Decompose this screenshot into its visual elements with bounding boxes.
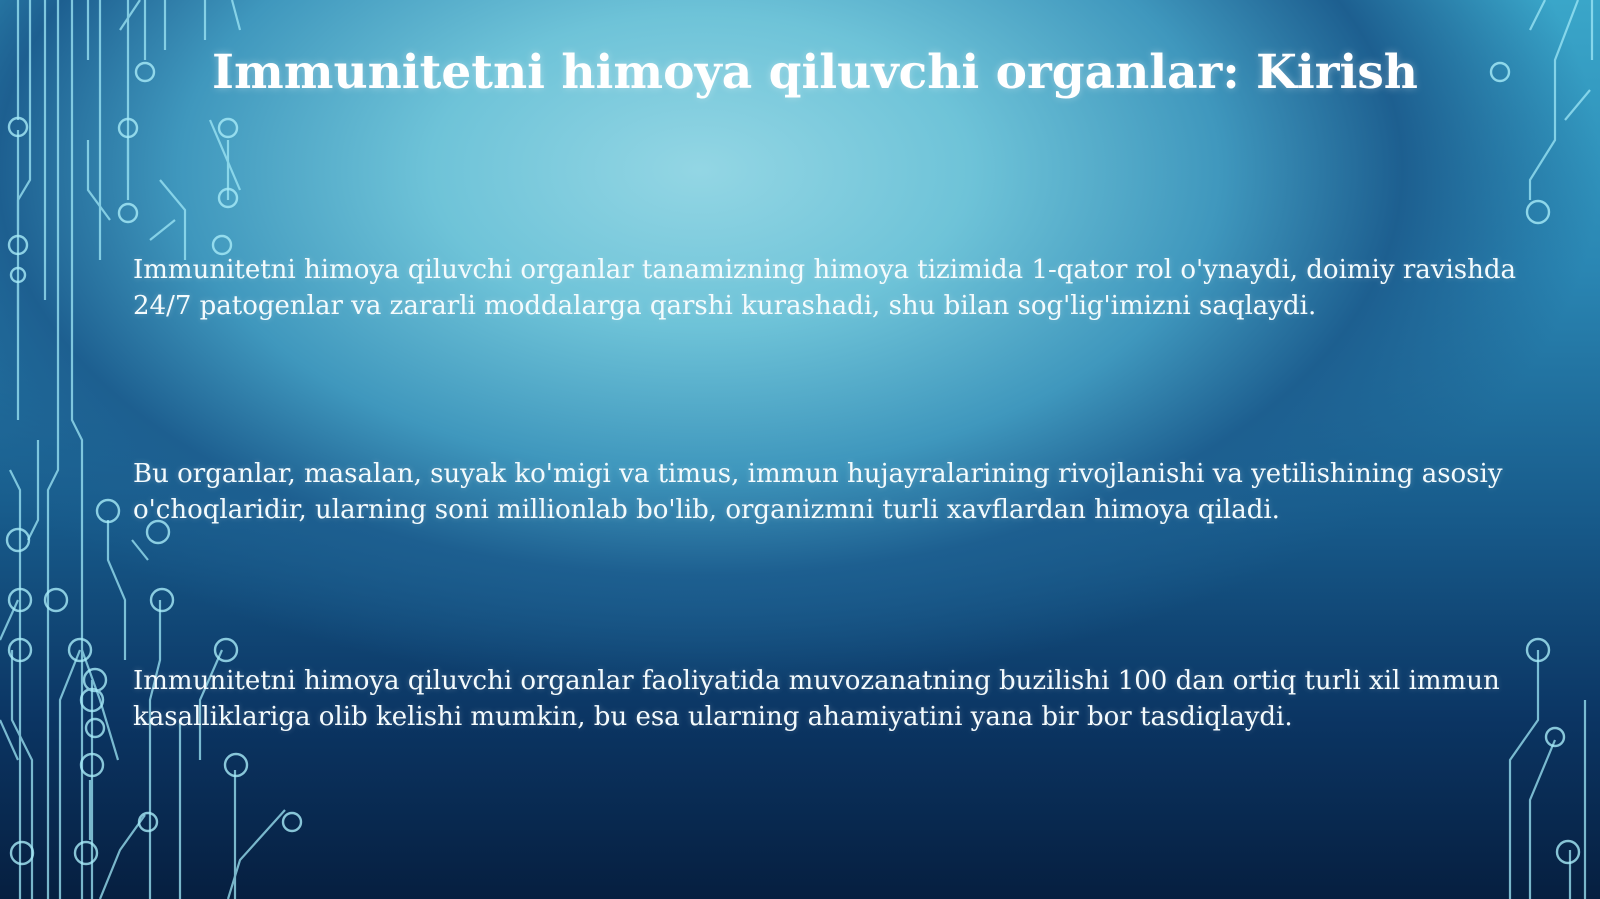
- paragraph-imbalance: Immunitetni himoya qiluvchi organlar faoliyatida muvozanatning buzilishi 100 dan ortiq turli xil immun kasalliklariga olib kelishi mumkin, bu esa ularning ahamiyatini yana bir bor tasdiqlaydi.: [133, 666, 1500, 732]
- paragraph-organs: Bu organlar, masalan, suyak ko'migi va timus, immun hujayralarining rivojlanishi va yetilishining asosiy o'choqlaridir, ularning soni millionlab bo'lib, organizmni turli xavflardan himoya qiladi.: [133, 459, 1503, 525]
- slide-title: Immunitetni himoya qiluvchi organlar: Kirish: [212, 45, 1418, 100]
- paragraph-intro: Immunitetni himoya qiluvchi organlar tanamizning himoya tizimida 1-qator rol o'ynaydi, doimiy ravishda 24/7 patogenlar va zararli moddalarga qarshi kurashadi, shu bilan sog'lig'imizni saqlaydi.: [133, 255, 1516, 321]
